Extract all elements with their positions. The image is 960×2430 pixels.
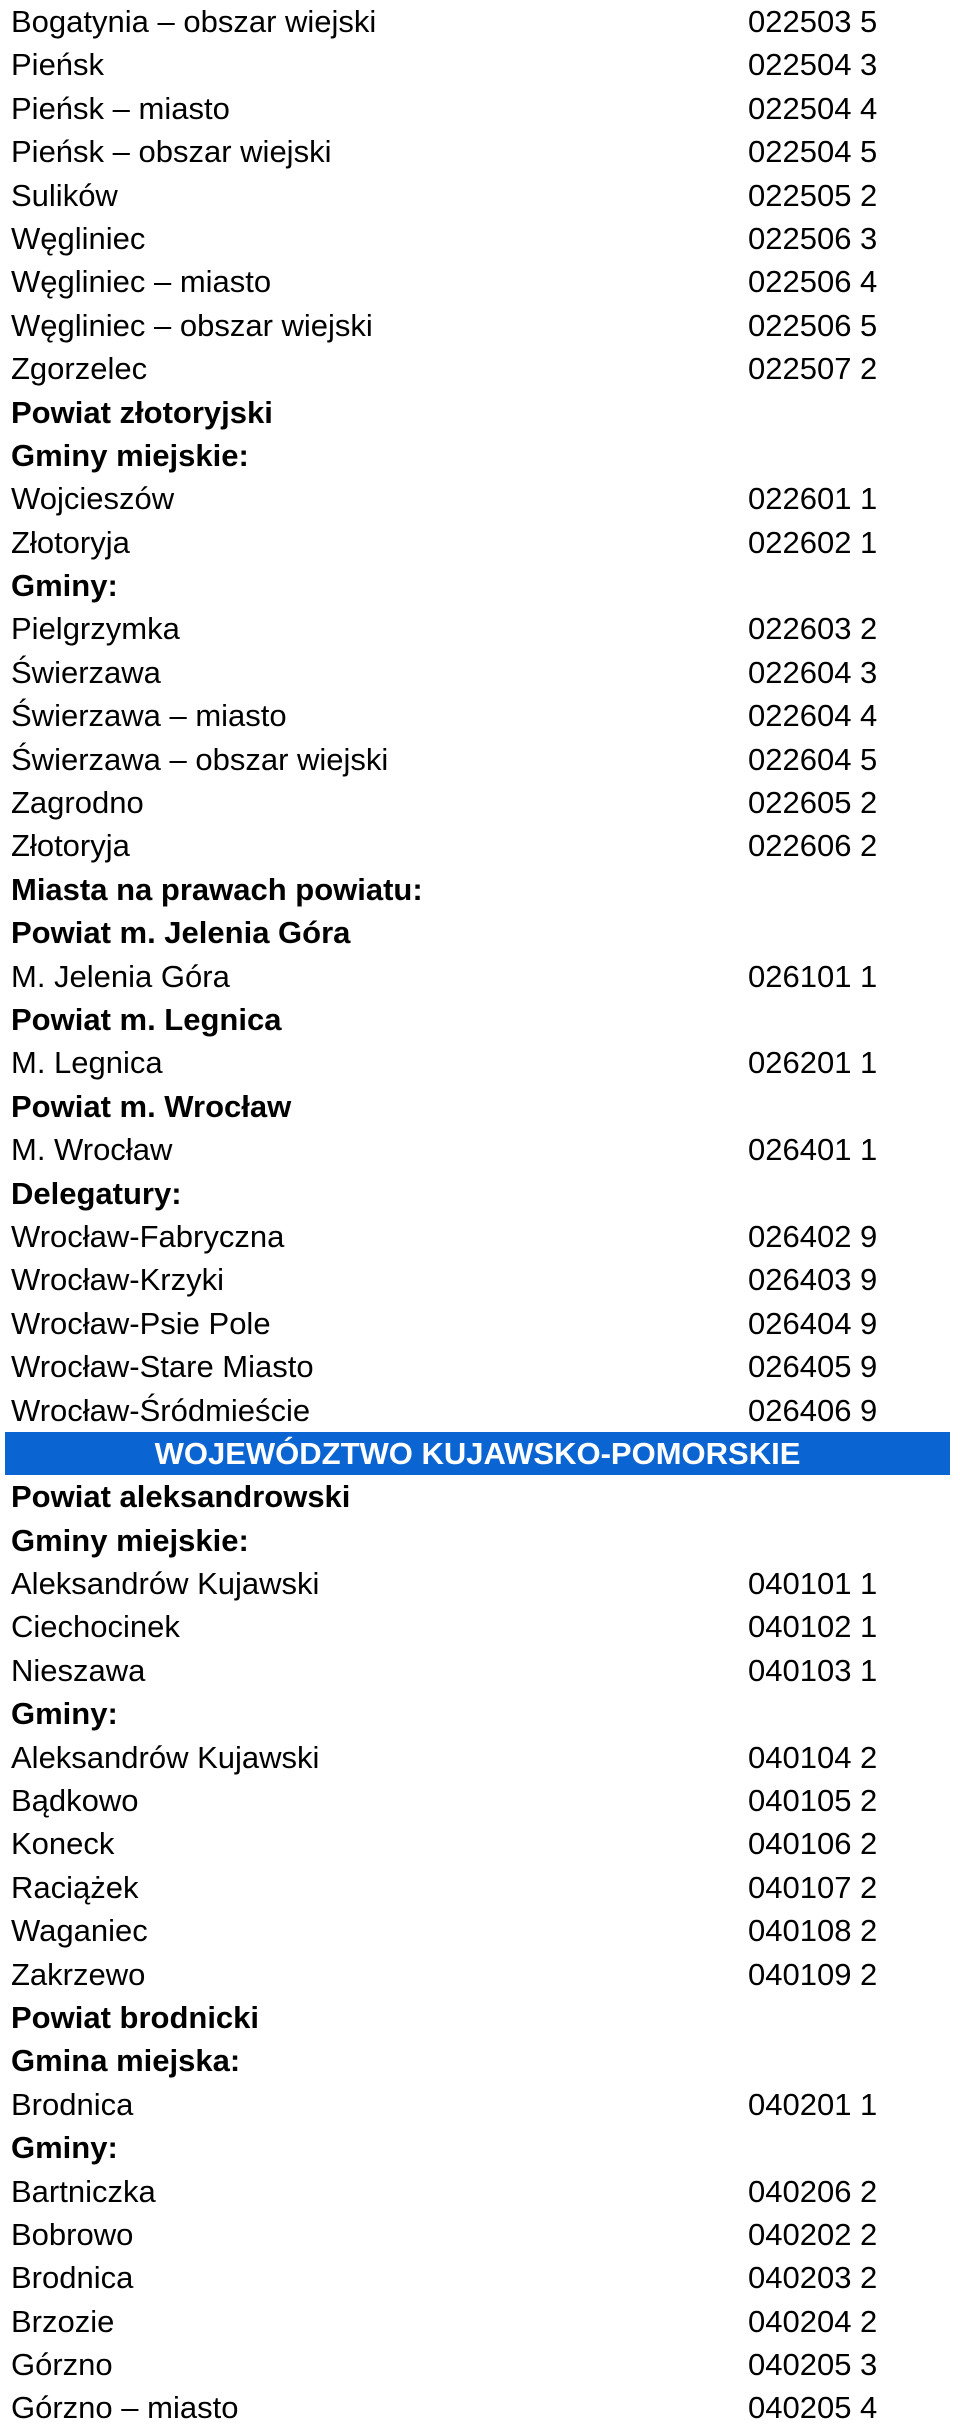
section-header-label: Gminy:	[11, 1696, 118, 1732]
unit-name: Pielgrzymka	[11, 611, 180, 647]
unit-name: Świerzawa	[11, 654, 161, 690]
unit-code: 040105 2	[748, 1783, 878, 1819]
section-header	[0, 998, 960, 1041]
list-item	[0, 1345, 960, 1388]
list-item	[0, 824, 960, 867]
list-item	[0, 1041, 960, 1084]
unit-code: 040201 1	[748, 2086, 878, 2122]
unit-name: Pieńsk	[11, 47, 105, 83]
list-item	[0, 130, 960, 173]
section-header-label: Gmina miejska:	[11, 2043, 241, 2079]
unit-code: 022506 5	[748, 307, 878, 343]
list-item	[0, 1389, 960, 1432]
section-header	[0, 1172, 960, 1215]
unit-code: 022601 1	[748, 481, 878, 517]
list-item	[0, 0, 960, 43]
unit-name: Ciechocinek	[11, 1609, 180, 1645]
section-header	[0, 564, 960, 607]
section-header	[0, 1519, 960, 1562]
list-item	[0, 260, 960, 303]
section-header-label: Powiat brodnicki	[11, 1999, 260, 2035]
unit-code: 040202 2	[748, 2216, 878, 2252]
list-item	[0, 2256, 960, 2299]
list-item	[0, 1128, 960, 1171]
unit-name: Wrocław-Krzyki	[11, 1262, 224, 1298]
unit-name: Świerzawa – obszar wiejski	[11, 741, 389, 777]
unit-code: 040102 1	[748, 1609, 878, 1645]
list-item	[0, 738, 960, 781]
unit-name: M. Jelenia Góra	[11, 958, 230, 994]
unit-name: Zagrodno	[11, 785, 144, 821]
unit-name: Sulików	[11, 177, 118, 213]
unit-code: 040109 2	[748, 1956, 878, 1992]
unit-name: Wojcieszów	[11, 481, 175, 517]
unit-code: 022603 2	[748, 611, 878, 647]
unit-name: Pieńsk – obszar wiejski	[11, 134, 332, 170]
list-item	[0, 1605, 960, 1648]
list-item	[0, 1953, 960, 1996]
unit-code: 022503 5	[748, 4, 878, 39]
unit-code: 026401 1	[748, 1132, 878, 1168]
section-header-label: Miasta na prawach powiatu:	[11, 871, 423, 907]
unit-code: 040204 2	[748, 2303, 878, 2339]
section-header-label: Gminy miejskie:	[11, 1522, 249, 1558]
unit-code: 026406 9	[748, 1392, 878, 1428]
unit-code: 026402 9	[748, 1218, 878, 1254]
list-item	[0, 521, 960, 564]
unit-name: Aleksandrów Kujawski	[11, 1566, 320, 1602]
list-item	[0, 1736, 960, 1779]
list-item	[0, 2343, 960, 2386]
section-header-label: Gminy:	[11, 2130, 118, 2166]
section-header-label: Gminy:	[11, 568, 118, 604]
list-item	[0, 2213, 960, 2256]
unit-name: Świerzawa – miasto	[11, 698, 287, 734]
section-header-label: Powiat złotoryjski	[11, 394, 273, 430]
list-item	[0, 1649, 960, 1692]
list-item	[0, 1215, 960, 1258]
list-item	[0, 174, 960, 217]
unit-name: Węgliniec – miasto	[11, 264, 272, 300]
unit-code: 040103 1	[748, 1652, 878, 1688]
unit-code: 022505 2	[748, 177, 878, 213]
list-item	[0, 1822, 960, 1865]
unit-name: Nieszawa	[11, 1652, 146, 1688]
list-item	[0, 1866, 960, 1909]
unit-code: 022504 4	[748, 90, 878, 126]
unit-code: 040106 2	[748, 1826, 878, 1862]
unit-name: Brodnica	[11, 2260, 134, 2296]
section-header-label: Powiat m. Wrocław	[11, 1088, 292, 1124]
unit-code: 022604 4	[748, 698, 878, 734]
unit-name: Waganiec	[11, 1913, 148, 1949]
list-item	[0, 1779, 960, 1822]
list-item	[0, 1909, 960, 1952]
list-item	[0, 43, 960, 86]
list-item	[0, 781, 960, 824]
section-header-label: Powiat m. Legnica	[11, 1001, 282, 1037]
unit-name: Złotoryja	[11, 828, 130, 864]
unit-code: 040205 4	[748, 2390, 878, 2426]
list-item	[0, 304, 960, 347]
unit-name: Wrocław-Psie Pole	[11, 1305, 271, 1341]
unit-code: 022605 2	[748, 785, 878, 821]
unit-code: 022606 2	[748, 828, 878, 864]
list-item	[0, 2083, 960, 2126]
unit-name: Bądkowo	[11, 1783, 139, 1819]
unit-name: Bogatynia – obszar wiejski	[11, 4, 377, 39]
unit-code: 026405 9	[748, 1349, 878, 1385]
unit-name: Brodnica	[11, 2086, 134, 2122]
unit-code: 040108 2	[748, 1913, 878, 1949]
section-header-label: Powiat m. Jelenia Góra	[11, 915, 351, 951]
unit-code: 022604 3	[748, 654, 878, 690]
unit-name: Węgliniec	[11, 220, 146, 256]
list-item	[0, 347, 960, 390]
unit-code: 026403 9	[748, 1262, 878, 1298]
unit-name: Górzno – miasto	[11, 2390, 239, 2426]
unit-name: Zgorzelec	[11, 351, 148, 387]
unit-name: Bartniczka	[11, 2173, 156, 2209]
unit-name: Wrocław-Stare Miasto	[11, 1349, 314, 1385]
unit-code: 022507 2	[748, 351, 878, 387]
section-header-label: Gminy miejskie:	[11, 437, 249, 473]
unit-code: 040203 2	[748, 2260, 878, 2296]
section-header	[0, 1692, 960, 1735]
unit-name: Bobrowo	[11, 2216, 134, 2252]
unit-name: M. Legnica	[11, 1045, 163, 1081]
list-item	[0, 2300, 960, 2343]
unit-code: 022504 3	[748, 47, 878, 83]
unit-name: M. Wrocław	[11, 1132, 173, 1168]
unit-code: 040205 3	[748, 2347, 878, 2383]
unit-code: 040104 2	[748, 1739, 878, 1775]
list-item	[0, 955, 960, 998]
unit-code: 026404 9	[748, 1305, 878, 1341]
section-header	[0, 434, 960, 477]
section-header	[0, 1996, 960, 2039]
unit-name: Koneck	[11, 1826, 115, 1862]
list-item	[0, 87, 960, 130]
unit-code: 022506 4	[748, 264, 878, 300]
unit-code: 022506 3	[748, 220, 878, 256]
unit-name: Wrocław-Fabryczna	[11, 1218, 285, 1254]
list-item	[0, 607, 960, 650]
unit-code: 040101 1	[748, 1566, 878, 1602]
section-header	[0, 868, 960, 911]
list-item	[0, 1302, 960, 1345]
unit-code: 026201 1	[748, 1045, 878, 1081]
unit-name: Zakrzewo	[11, 1956, 146, 1992]
voivodeship-title: WOJEWÓDZTWO KUJAWSKO-POMORSKIE	[154, 1435, 801, 1471]
unit-code: 040206 2	[748, 2173, 878, 2209]
list-item	[0, 217, 960, 260]
unit-code: 022602 1	[748, 524, 878, 560]
unit-name: Raciążek	[11, 1869, 139, 1905]
list-item	[0, 2170, 960, 2213]
voivodeship-banner	[5, 1432, 950, 1475]
section-header	[0, 2126, 960, 2169]
unit-code: 040107 2	[748, 1869, 878, 1905]
unit-code: 022504 5	[748, 134, 878, 170]
section-header	[0, 1085, 960, 1128]
list-item	[0, 651, 960, 694]
unit-name: Górzno	[11, 2347, 113, 2383]
unit-code: 026101 1	[748, 958, 878, 994]
unit-name: Wrocław-Śródmieście	[11, 1392, 311, 1428]
section-header	[0, 1475, 960, 1518]
section-header-label: Powiat aleksandrowski	[11, 1479, 351, 1515]
section-header	[0, 391, 960, 434]
unit-name: Aleksandrów Kujawski	[11, 1739, 320, 1775]
list-item	[0, 1562, 960, 1605]
section-header	[0, 2039, 960, 2082]
unit-name: Pieńsk – miasto	[11, 90, 230, 126]
list-item	[0, 1258, 960, 1301]
list-item	[0, 477, 960, 520]
unit-name: Węgliniec – obszar wiejski	[11, 307, 373, 343]
list-item	[0, 2386, 960, 2429]
section-header	[0, 911, 960, 954]
list-item	[0, 694, 960, 737]
unit-name: Złotoryja	[11, 524, 130, 560]
unit-name: Brzozie	[11, 2303, 115, 2339]
unit-code: 022604 5	[748, 741, 878, 777]
section-header-label: Delegatury:	[11, 1175, 182, 1211]
